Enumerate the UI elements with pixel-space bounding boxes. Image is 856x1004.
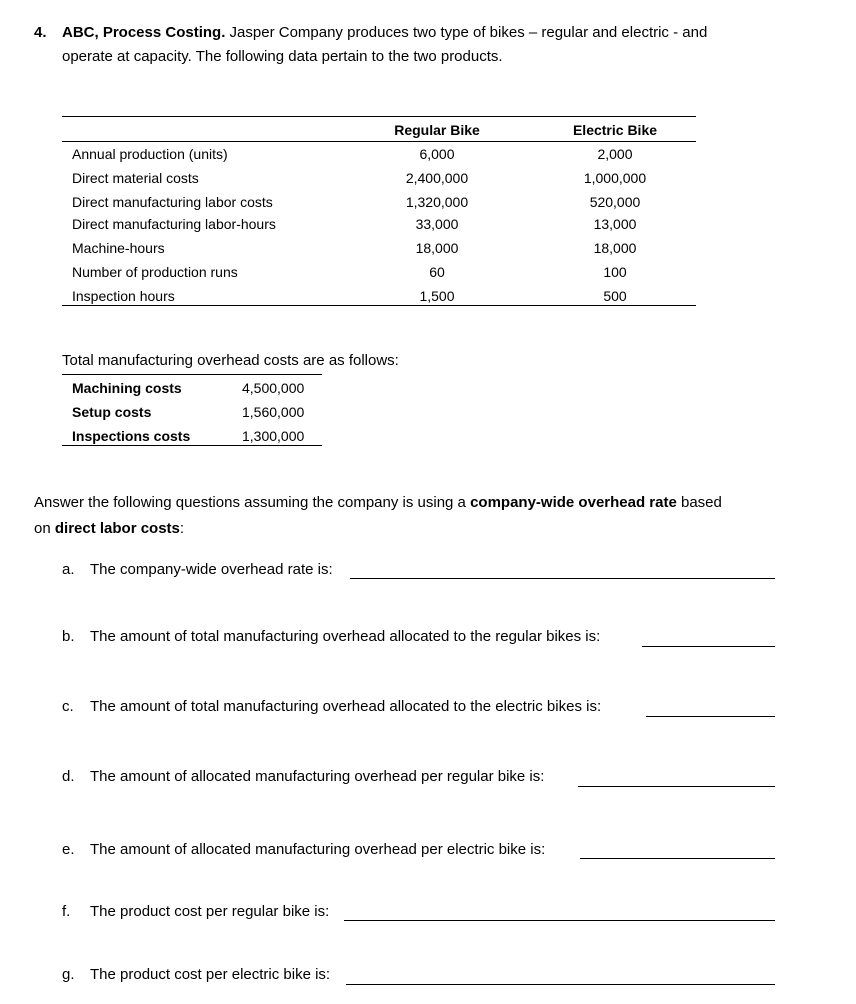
cell-regular: 60: [429, 264, 445, 280]
question-text: The company-wide overhead rate is:: [90, 561, 333, 578]
overhead-top-rule: [62, 374, 322, 375]
cell-regular: 33,000: [415, 216, 459, 232]
row-label: Direct manufacturing labor costs: [72, 194, 273, 210]
question-letter: f.: [62, 903, 71, 920]
overhead-intro: Total manufacturing overhead costs are as follows:: [62, 352, 399, 369]
row-label: Direct material costs: [72, 170, 199, 186]
answer-line-f[interactable]: [344, 920, 775, 921]
cell-regular: 6,000: [419, 146, 455, 162]
answer-line-d[interactable]: [578, 786, 775, 787]
answer-line-c[interactable]: [646, 716, 775, 717]
instructions-text: Answer the following questions assuming the company is using a: [34, 494, 471, 511]
cell-electric: 500: [603, 288, 627, 304]
answer-line-g[interactable]: [346, 984, 775, 985]
instructions-text: :: [179, 520, 185, 537]
header-regular-bike: Regular Bike: [394, 122, 480, 138]
overhead-value: 4,500,000: [242, 380, 305, 396]
question-letter: d.: [62, 768, 75, 785]
cell-electric: 100: [603, 264, 627, 280]
table-top-rule: [62, 116, 696, 117]
overhead-label: Setup costs: [72, 404, 152, 420]
row-label: Machine-hours: [72, 240, 165, 256]
row-label: Number of production runs: [72, 264, 238, 280]
question-text: The product cost per electric bike is:: [90, 966, 331, 983]
row-label: Direct manufacturing labor-hours: [72, 216, 276, 232]
table-header-rule: [62, 141, 696, 142]
cell-regular: 1,320,000: [405, 194, 469, 210]
overhead-label: Machining costs: [72, 380, 182, 396]
question-intro-line2: operate at capacity. The following data pertain to the two products.: [62, 48, 503, 65]
question-letter: a.: [62, 561, 75, 578]
instructions-emphasis: company-wide overhead rate: [470, 494, 677, 511]
cell-electric: 2,000: [597, 146, 633, 162]
answer-line-e[interactable]: [580, 858, 775, 859]
question-intro-text: Jasper Company produces two type of bikes – regular and electric - and: [225, 24, 708, 41]
cell-regular: 1,500: [419, 288, 455, 304]
question-letter: e.: [62, 841, 75, 858]
answer-line-a[interactable]: [350, 578, 775, 579]
cell-regular: 18,000: [415, 240, 459, 256]
cell-regular: 2,400,000: [405, 170, 469, 186]
question-title: ABC, Process Costing.: [62, 24, 226, 41]
question-number: 4.: [34, 24, 47, 41]
question-letter: c.: [62, 698, 74, 715]
question-text: The amount of allocated manufacturing overhead per electric bike is:: [90, 841, 546, 858]
header-electric-bike: Electric Bike: [572, 122, 658, 138]
row-label: Inspection hours: [72, 288, 175, 304]
instructions-text: based: [676, 494, 722, 511]
cell-electric: 13,000: [593, 216, 637, 232]
cell-electric: 18,000: [593, 240, 637, 256]
overhead-label: Inspections costs: [72, 428, 191, 444]
question-intro-line1: [62, 24, 707, 41]
instructions-emphasis: direct labor costs: [54, 520, 180, 537]
question-letter: b.: [62, 628, 75, 645]
answer-line-b[interactable]: [642, 646, 775, 647]
row-label: Annual production (units): [72, 146, 228, 162]
question-text: The amount of allocated manufacturing overhead per regular bike is:: [90, 768, 545, 785]
cell-electric: 520,000: [589, 194, 641, 210]
overhead-value: 1,560,000: [242, 404, 305, 420]
overhead-value: 1,300,000: [242, 428, 305, 444]
question-letter: g.: [62, 966, 75, 983]
instructions-line1: [34, 494, 722, 511]
cell-electric: 1,000,000: [583, 170, 647, 186]
overhead-bottom-rule: [62, 445, 322, 446]
instructions-line2: [34, 520, 184, 537]
question-text: The amount of total manufacturing overhead allocated to the regular bikes is:: [90, 628, 601, 645]
table-bottom-rule: [62, 305, 696, 306]
question-text: The amount of total manufacturing overhead allocated to the electric bikes is:: [90, 698, 602, 715]
instructions-text: on: [34, 520, 55, 537]
question-text: The product cost per regular bike is:: [90, 903, 330, 920]
